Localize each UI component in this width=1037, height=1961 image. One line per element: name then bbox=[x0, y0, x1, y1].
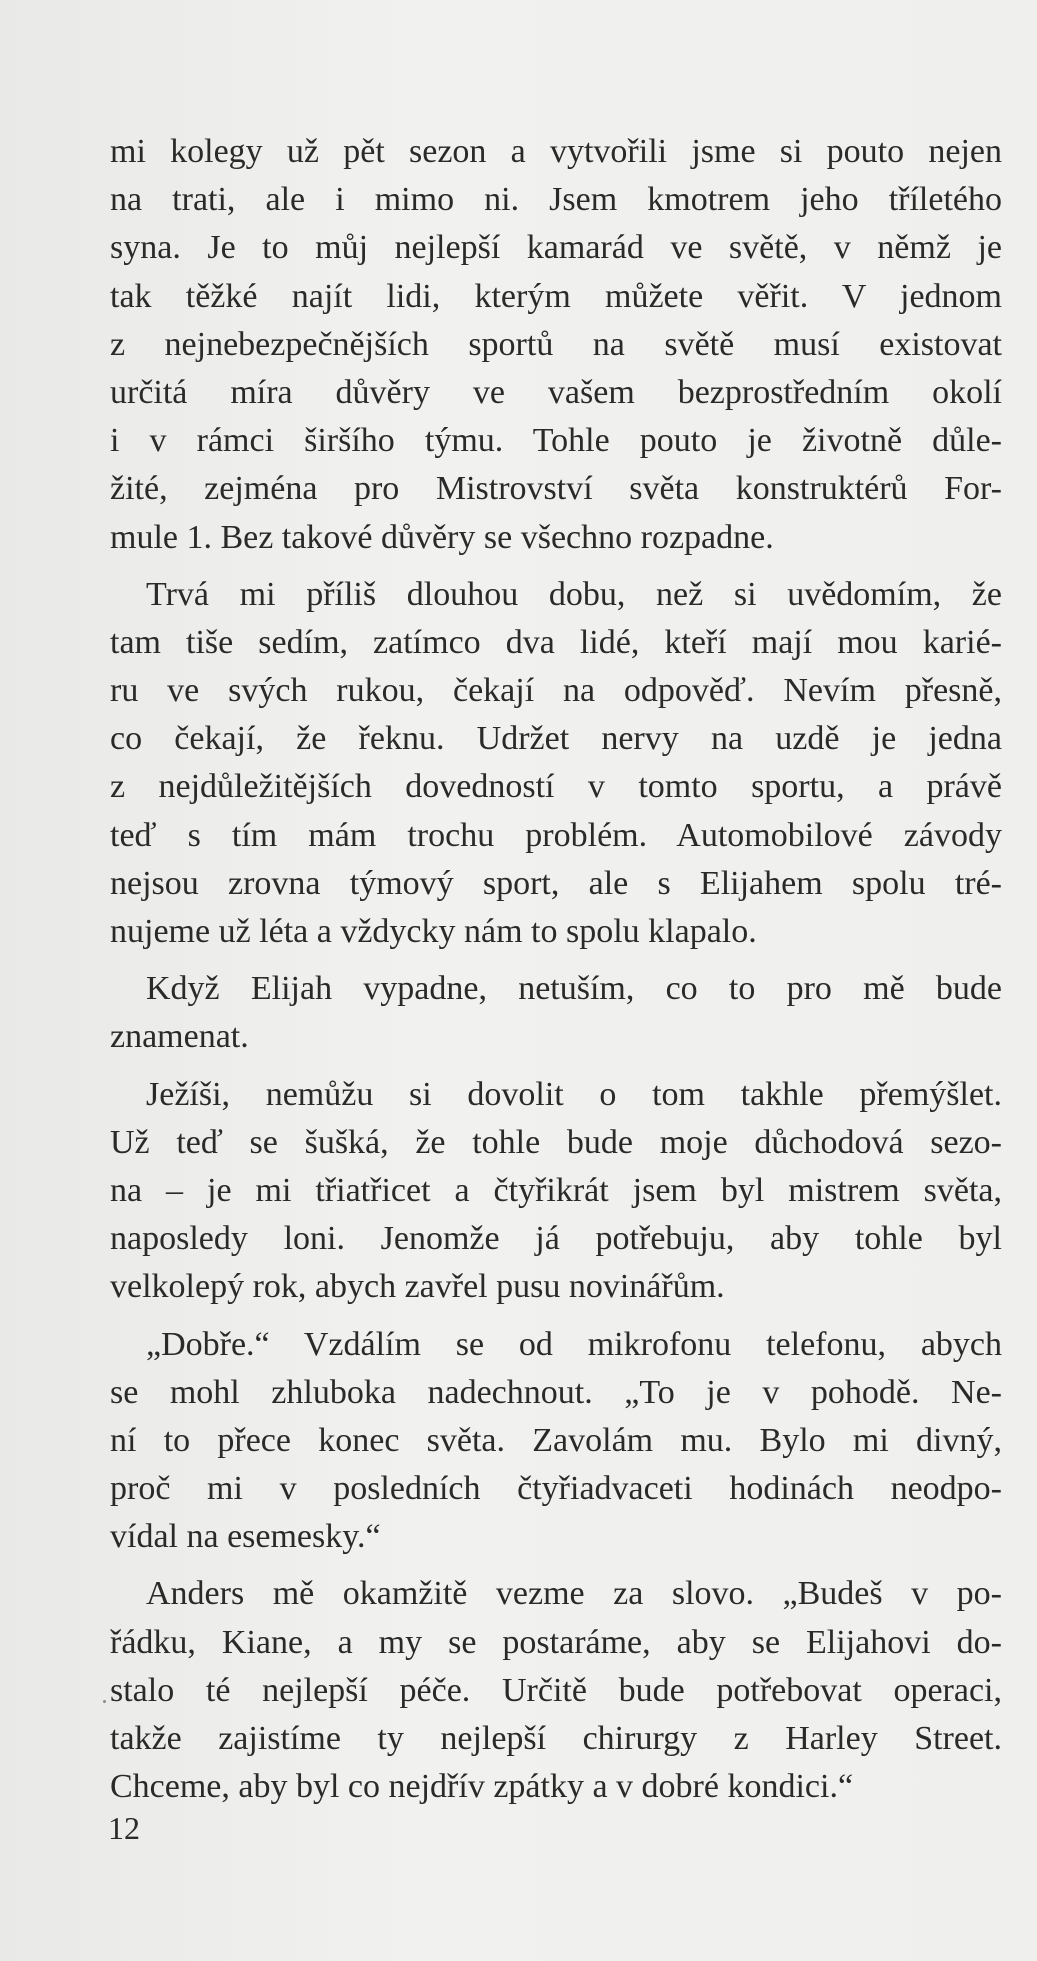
paragraph-4 bbox=[110, 1071, 1002, 1312]
text-line: ru ve svých rukou, čekají na odpověď. Nevím přesně, bbox=[110, 672, 1002, 710]
text-line: takže zajistíme ty nejlepší chirurgy z Harley Street. bbox=[110, 1720, 1002, 1757]
text-line: mule 1. Bez takové důvěry se všechno rozpadne. bbox=[110, 518, 774, 556]
text-line: ní to přece konec světa. Zavolám mu. Bylo mi divný, bbox=[110, 1421, 1002, 1459]
text-line: řádku, Kiane, a my se postaráme, aby se Elijahovi do- bbox=[110, 1623, 1002, 1661]
paragraph-3 bbox=[110, 965, 1002, 1061]
page-number: 12 bbox=[108, 1810, 140, 1846]
text-line: teď s tím mám trochu problém. Automobilové závody bbox=[110, 816, 1002, 854]
text-line: z nejdůležitějších dovedností v tomto sportu, a právě bbox=[110, 768, 1002, 806]
text-line: Chceme, aby byl co nejdřív zpátky a v dobré kondici.“ bbox=[110, 1768, 854, 1806]
text-line: i v rámci širšího týmu. Tohle pouto je životně důle- bbox=[110, 422, 1002, 460]
text-line: „Dobře.“ Vzdálím se od mikrofonu telefonu, abych bbox=[146, 1325, 1002, 1363]
text-line: Ježíši, nemůžu si dovolit o tom takhle přemýšlet. bbox=[146, 1075, 1002, 1113]
text-line: Už teď se šušká, že tohle bude moje důchodová sezo- bbox=[110, 1123, 1002, 1161]
text-line: mi kolegy už pět sezon a vytvořili jsme si pouto nejen bbox=[110, 133, 1002, 170]
text-line: žité, zejména pro Mistrovství světa konstruktérů For- bbox=[110, 470, 1002, 508]
text-line: na – je mi třiatřicet a čtyřikrát jsem byl mistrem světa, bbox=[110, 1171, 1002, 1209]
text-line: se mohl zhluboka nadechnout. „To je v pohodě. Ne- bbox=[110, 1373, 1002, 1411]
text-line: Trvá mi příliš dlouhou dobu, než si uvědomím, že bbox=[146, 575, 1002, 613]
text-line: syna. Je to můj nejlepší kamarád ve světě, v němž je bbox=[110, 229, 1002, 267]
text-line: tam tiše sedím, zatímco dva lidé, kteří mají mou karié- bbox=[110, 623, 1002, 661]
text-line: z nejnebezpečnějších sportů na světě musí existovat bbox=[110, 325, 1002, 363]
paragraph-6 bbox=[110, 1570, 1002, 1811]
text-line: nujeme už léta a vždycky nám to spolu klapalo. bbox=[110, 913, 757, 950]
paragraph-5 bbox=[110, 1321, 1002, 1562]
text-line: proč mi v posledních čtyřiadvaceti hodinách neodpo- bbox=[110, 1470, 1002, 1508]
text-line: co čekají, že řeknu. Udržet nervy na uzdě je jedna bbox=[110, 720, 1002, 758]
text-line: velkolepý rok, abych zavřel pusu novinářům. bbox=[110, 1268, 725, 1306]
text-line: stalo té nejlepší péče. Určitě bude potřebovat operaci, bbox=[110, 1671, 1002, 1709]
text-line: vídal na esemesky.“ bbox=[110, 1518, 381, 1556]
text-line: naposledy loni. Jenomže já potřebuju, aby tohle byl bbox=[110, 1220, 1002, 1258]
text-line: nejsou zrovna týmový sport, ale s Elijahem spolu tré- bbox=[110, 864, 1002, 902]
text-line: určitá míra důvěry ve vašem bezprostředním okolí bbox=[110, 373, 1002, 411]
text-line: Když Elijah vypadne, netuším, co to pro mě bude bbox=[146, 970, 1002, 1008]
paragraph-1 bbox=[110, 128, 1002, 562]
text-line: na trati, ale i mimo ni. Jsem kmotrem jeho tříletého bbox=[110, 181, 1002, 219]
text-line: tak těžké najít lidi, kterým můžete věřit. V jednom bbox=[110, 277, 1002, 315]
page-body-text bbox=[110, 128, 1002, 1811]
print-speck bbox=[103, 1700, 106, 1703]
text-line: znamenat. bbox=[110, 1018, 249, 1056]
paragraph-2 bbox=[110, 571, 1002, 957]
text-line: Anders mě okamžitě vezme za slovo. „Budeš v po- bbox=[146, 1575, 1002, 1613]
